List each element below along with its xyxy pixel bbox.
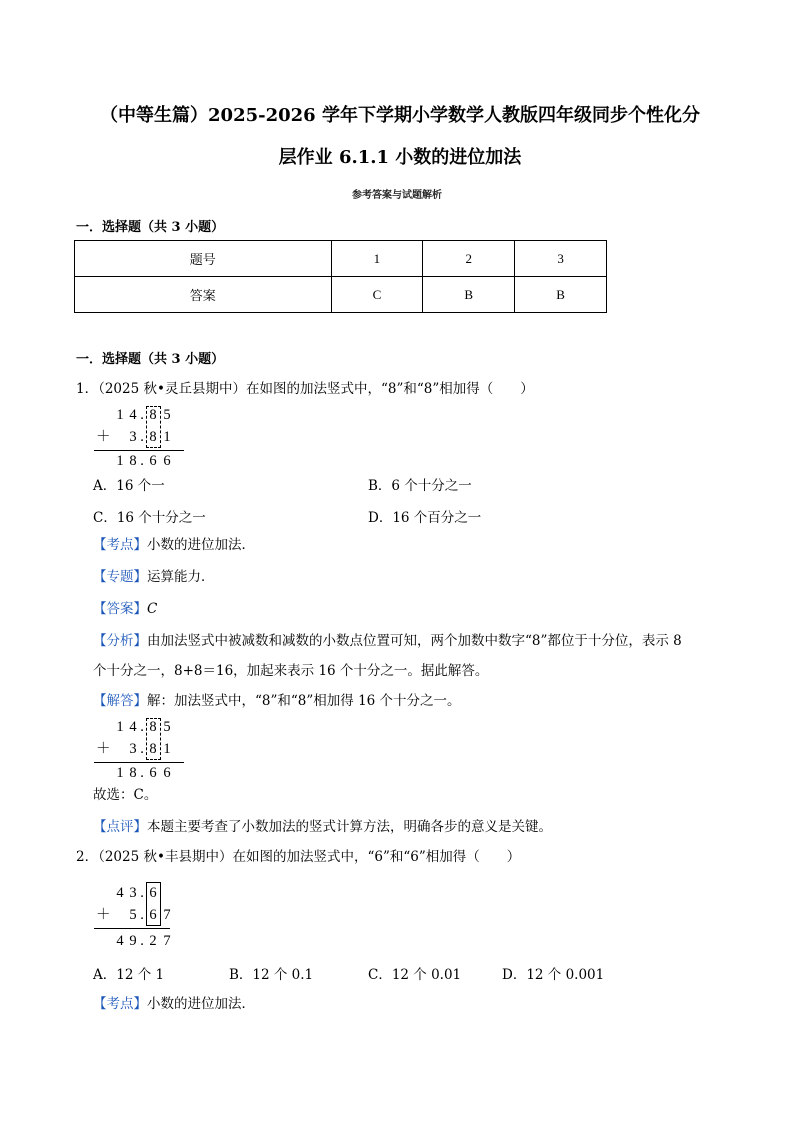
calc-digit: . [140, 933, 144, 949]
calc-digit: 8 [129, 765, 137, 781]
calc-digit: 9 [129, 933, 137, 949]
table-cell: 题号 [75, 241, 332, 277]
q2-option-b: B．12 个 0.1 [229, 967, 314, 983]
q2-option-a: A．12 个 1 [93, 967, 165, 983]
table-cell: 2 [423, 241, 515, 277]
calc-digit: 3 [129, 741, 137, 757]
calc-digit: 1 [116, 407, 124, 423]
table-cell: B [423, 277, 515, 313]
q2-kaodian [93, 995, 255, 1013]
comment-tag: 【点评】 [93, 819, 147, 835]
calc-digit: 8 [129, 453, 137, 469]
calc-digit: 6 [149, 765, 157, 781]
section-heading-answers: 一．选择题（共 3 小题） [76, 220, 225, 235]
calc-digit: . [140, 719, 144, 735]
q1-zhuanti [93, 568, 215, 586]
tenths-column-box [146, 718, 161, 760]
calc-digit: . [140, 907, 144, 923]
q1-conclusion: 故选：C。 [93, 787, 158, 803]
q1-solution [93, 692, 461, 710]
calc-digit: 1 [116, 453, 124, 469]
calc-digit: 2 [149, 933, 157, 949]
analysis-text: 由加法竖式中被减数和减数的小数点位置可知，两个加数中数字“8”都位于十分位，表示 8 [147, 633, 682, 649]
answer-tag: 【答案】 [93, 601, 147, 617]
q2-option-c: C．12 个 0.01 [368, 967, 462, 983]
calc-digit: 8 [149, 407, 157, 423]
tenths-column-box [146, 882, 161, 926]
calc-digit: . [140, 885, 144, 901]
table-cell: C [331, 277, 423, 313]
calc-digit: . [140, 429, 144, 445]
plus-sign: ＋ [96, 907, 111, 923]
q1-option-d: D．16 个百分之一 [368, 510, 482, 526]
calc-digit: . [140, 765, 144, 781]
plus-sign: ＋ [96, 741, 111, 757]
calc-digit: 4 [116, 885, 124, 901]
answer-table-answer-row [75, 277, 607, 313]
calc-underline [94, 450, 184, 451]
doc-title-line1: （中等生篇）2025-2026 学年下学期小学数学人教版四年级同步个性化分 [100, 105, 700, 126]
doc-title-line2: 层作业 6.1.1 小数的进位加法 [278, 147, 522, 168]
calc-digit: 3 [129, 885, 137, 901]
q1-analysis-2: 个十分之一，8+8＝16，加起来表示 16 个十分之一。据此解答。 [93, 663, 489, 679]
solution-tag: 【解答】 [93, 693, 147, 709]
q1-option-b: B．6 个十分之一 [368, 478, 472, 494]
answer-text: C [147, 601, 158, 617]
doc-subtitle: 参考答案与试题解析 [352, 190, 442, 201]
calc-digit: 8 [149, 429, 157, 445]
kaodian-tag: 【考点】 [93, 537, 147, 553]
calc-digit: . [140, 453, 144, 469]
calc-digit: 1 [116, 719, 124, 735]
q1-analysis-1 [93, 632, 682, 650]
q1-kaodian [93, 536, 255, 554]
q1-solution-vertical-calc [94, 718, 194, 782]
table-cell: B [515, 277, 607, 313]
table-cell: 1 [331, 241, 423, 277]
kaodian-tag: 【考点】 [93, 996, 147, 1012]
calc-digit: 5 [163, 719, 171, 735]
section-heading-questions: 一．选择题（共 3 小题） [76, 352, 225, 367]
q2-vertical-calc [94, 884, 194, 948]
analysis-tag: 【分析】 [93, 633, 147, 649]
calc-digit: 5 [129, 907, 137, 923]
calc-digit: 4 [129, 719, 137, 735]
tenths-column-box [146, 406, 161, 448]
kaodian-text: 小数的进位加法． [147, 537, 255, 553]
zhuanti-tag: 【专题】 [93, 569, 147, 585]
solution-text: 解：加法竖式中，“8”和“8”相加得 16 个十分之一。 [147, 693, 461, 709]
calc-digit: 8 [149, 741, 157, 757]
calc-underline [94, 928, 170, 929]
calc-digit: 7 [163, 933, 171, 949]
q1-vertical-calc [94, 406, 194, 470]
calc-digit: 5 [163, 407, 171, 423]
calc-digit: 6 [149, 453, 157, 469]
table-cell: 答案 [75, 277, 332, 313]
calc-digit: 6 [149, 885, 157, 901]
calc-digit: 1 [116, 765, 124, 781]
q2-stem: 2．（2025 秋•丰县期中）在如图的加法竖式中，“6”和“6”相加得（ ） [76, 849, 521, 865]
answer-table-header-row [75, 241, 607, 277]
q1-option-c: C．16 个十分之一 [93, 510, 206, 526]
calc-digit: 4 [129, 407, 137, 423]
calc-digit: 3 [129, 429, 137, 445]
calc-digit: 4 [116, 933, 124, 949]
calc-digit: 6 [163, 453, 171, 469]
q2-option-d: D．12 个 0.001 [502, 967, 605, 983]
calc-digit: 8 [149, 719, 157, 735]
answer-table [74, 240, 607, 313]
calc-digit: . [140, 407, 144, 423]
q1-option-a: A．16 个一 [93, 478, 165, 494]
calc-digit: 6 [163, 765, 171, 781]
comment-text: 本题主要考查了小数加法的竖式计算方法，明确各步的意义是关键。 [147, 819, 552, 835]
q1-comment [93, 818, 552, 836]
calc-digit: 1 [163, 741, 171, 757]
table-cell: 3 [515, 241, 607, 277]
q1-stem: 1．（2025 秋•灵丘县期中）在如图的加法竖式中，“8”和“8”相加得（ ） [76, 381, 534, 397]
calc-digit: . [140, 741, 144, 757]
q1-answer [93, 600, 157, 618]
calc-underline [94, 762, 184, 763]
calc-digit: 1 [163, 429, 171, 445]
kaodian-text: 小数的进位加法． [147, 996, 255, 1012]
calc-digit: 7 [163, 907, 171, 923]
plus-sign: ＋ [96, 429, 111, 445]
calc-digit: 6 [149, 907, 157, 923]
zhuanti-text: 运算能力． [147, 569, 215, 585]
